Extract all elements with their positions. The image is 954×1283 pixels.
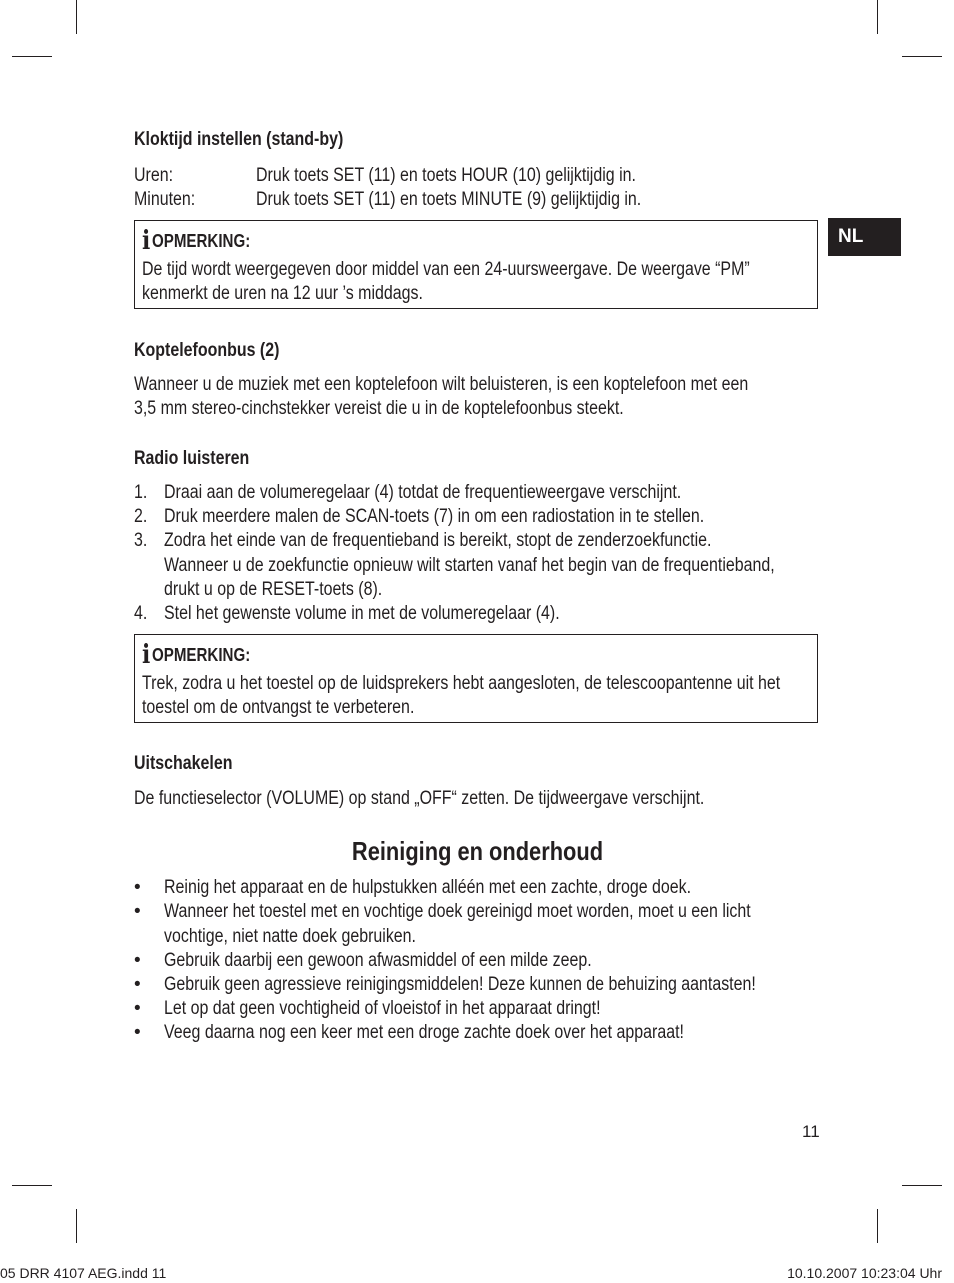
step-number: 2. [134,506,148,527]
clock-row-label: Minuten: [134,189,196,210]
info-icon: i [142,226,151,256]
step-number: 1. [134,482,148,503]
step-text: drukt u op de RESET-toets (8). [164,579,383,600]
bullet-text: Gebruik geen agressieve reinigingsmiddelen! Deze kunnen de behuizing aantasten! [164,974,756,995]
bullet: • [134,1022,141,1043]
step-number: 3. [134,530,148,551]
bullet-text: Gebruik daarbij een gewoon afwasmiddel of een milde zeep. [164,950,592,971]
step-text: Draai aan de volumeregelaar (4) totdat de frequentieweergave verschijnt. [164,482,682,503]
bullet: • [134,950,141,971]
section-heading-care: Reiniging en onderhoud [351,836,603,866]
note-text: Trek, zodra u het toestel op de luidsprekers hebt aangesloten, de telescoopantenne uit het [142,673,781,694]
crop-mark [902,56,942,57]
section-heading-clock: Kloktijd instellen (stand-by) [134,129,344,150]
note-text: toestel om de ontvangst te verbeteren. [142,697,415,718]
bullet-text: Let op dat geen vochtigheid of vloeistof in het apparaat dringt! [164,998,601,1019]
step-number: 4. [134,603,148,624]
page-number: 11 [802,1122,820,1141]
bullet: • [134,901,141,922]
crop-mark [877,0,878,34]
note-heading: iOPMERKING: [142,226,251,256]
note-text: kenmerkt de uren na 12 uur ’s middags. [142,283,423,304]
slug-file-info: 05 DRR 4107 AEG.indd 11 [0,1265,167,1281]
section-heading-off: Uitschakelen [134,753,233,774]
slug-timestamp: 10.10.2007 10:23:04 Uhr [787,1265,942,1281]
step-text: Wanneer u de zoekfunctie opnieuw wilt starten vanaf het begin van de frequentieband, [164,555,775,576]
info-icon: i [142,640,151,670]
crop-mark [76,0,77,34]
step-text: Druk meerdere malen de SCAN-toets (7) in om een radiostation in te stellen. [164,506,705,527]
bullet-text: vochtige, niet natte doek gebruiken. [164,926,416,947]
language-tab: NL [828,218,901,256]
bullet: • [134,974,141,995]
clock-row-label: Uren: [134,165,174,186]
paragraph-line: Wanneer u de muziek met een koptelefoon wilt beluisteren, is een koptelefoon met een [134,374,749,395]
bullet-text: Reinig het apparaat en de hulpstukken alléén met een zachte, droge doek. [164,877,692,898]
bullet-text: Veeg daarna nog een keer met een droge zachte doek over het apparaat! [164,1022,684,1043]
clock-row-text: Druk toets SET (11) en toets HOUR (10) gelijktijdig in. [256,165,636,186]
step-text: Stel het gewenste volume in met de volumeregelaar (4). [164,603,560,624]
paragraph-line: 3,5 mm stereo-cinchstekker vereist die u in de koptelefoonbus steekt. [134,398,624,419]
note-box [134,220,818,309]
note-text: De tijd wordt weergegeven door middel van een 24-uursweergave. De weergave “PM” [142,259,750,280]
paragraph-line: De functieselector (VOLUME) op stand „OFF“ zetten. De tijdweergave verschijnt. [134,788,705,809]
step-text: Zodra het einde van de frequentieband is bereikt, stopt de zenderzoekfunctie. [164,530,712,551]
crop-mark [12,1185,52,1186]
crop-mark [76,1209,77,1243]
crop-mark [902,1185,942,1186]
clock-row-text: Druk toets SET (11) en toets MINUTE (9) gelijktijdig in. [256,189,642,210]
bullet-text: Wanneer het toestel met en vochtige doek gereinigd moet worden, moet u een licht [164,901,751,922]
crop-mark [12,56,52,57]
note-box [134,634,818,723]
section-heading-headphone: Koptelefoonbus (2) [134,340,280,361]
note-heading: iOPMERKING: [142,640,251,670]
crop-mark [877,1209,878,1243]
section-heading-radio: Radio luisteren [134,448,250,469]
bullet: • [134,877,141,898]
bullet: • [134,998,141,1019]
